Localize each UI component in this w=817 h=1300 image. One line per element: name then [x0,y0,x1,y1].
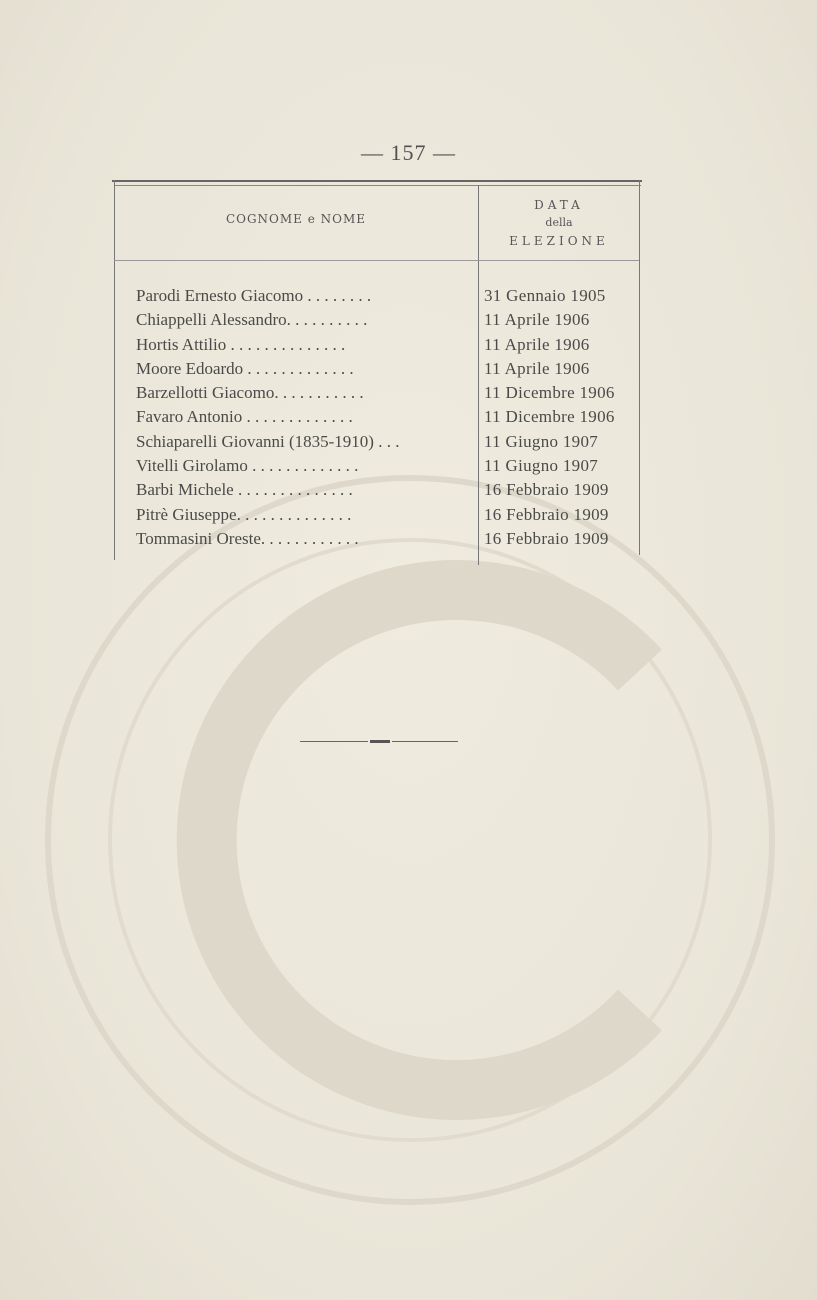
election-date: 11 Dicembre 1906 [484,407,615,427]
table-row [112,359,642,383]
table-row [112,456,642,480]
election-date: 11 Aprile 1906 [484,310,590,330]
table-body [112,286,642,553]
member-name: Moore Edoardo . . . . . . . . . . . . . [136,358,354,378]
date-header-line1: DATA [534,198,584,212]
table-row [112,432,642,456]
ornament-left-line [300,741,368,742]
table-row [112,310,642,334]
date-header-line2: della [545,216,573,229]
table-row [112,407,642,431]
table-row [112,335,642,359]
section-end-ornament [300,740,458,744]
member-name: Parodi Ernesto Giacomo . . . . . . . . [136,286,372,305]
table-row [112,529,642,553]
ornament-right-line [392,741,458,742]
copyright-watermark-icon [40,470,780,1210]
date-column-header [479,196,639,250]
table-row [112,505,642,529]
election-date: 11 Giugno 1907 [484,456,599,476]
member-name: Barbi Michele . . . . . . . . . . . . . . [136,480,353,500]
member-name: Hortis Attilio . . . . . . . . . . . . . . [136,334,346,354]
member-name: Vitelli Girolamo . . . . . . . . . . . . . [136,456,359,476]
member-name: Tommasini Oreste. . . . . . . . . . . . [136,528,359,548]
member-name: Favaro Antonio . . . . . . . . . . . . . [136,407,353,427]
table-row [112,286,642,310]
election-date: 11 Giugno 1907 [484,431,599,451]
election-date: 16 Febbraio 1909 [484,528,609,548]
member-name: Chiappelli Alessandro. . . . . . . . . . [136,310,368,330]
date-header-line3: ELEZIONE [509,234,609,248]
table-top-rule [112,180,642,182]
election-date: 16 Febbraio 1909 [484,480,609,500]
table-row [112,383,642,407]
name-column-header: COGNOME e NOME [225,212,367,226]
table-row [112,480,642,504]
ornament-center-dash [370,740,390,743]
election-date: 11 Aprile 1906 [484,334,590,354]
page-number: — 157 — [361,140,456,165]
member-name: Pitrè Giuseppe. . . . . . . . . . . . . . [136,504,352,524]
election-date: 16 Febbraio 1909 [484,504,609,524]
member-name: Schiaparelli Giovanni (1835-1910) . . . [136,431,400,451]
election-date: 31 Gennaio 1905 [484,286,606,305]
table-top-inner-rule [114,185,641,186]
election-date: 11 Aprile 1906 [484,358,590,378]
members-table [112,180,642,565]
table-header-rule [114,260,639,261]
member-name: Barzellotti Giacomo. . . . . . . . . . . [136,383,364,403]
election-date: 11 Dicembre 1906 [484,383,615,403]
